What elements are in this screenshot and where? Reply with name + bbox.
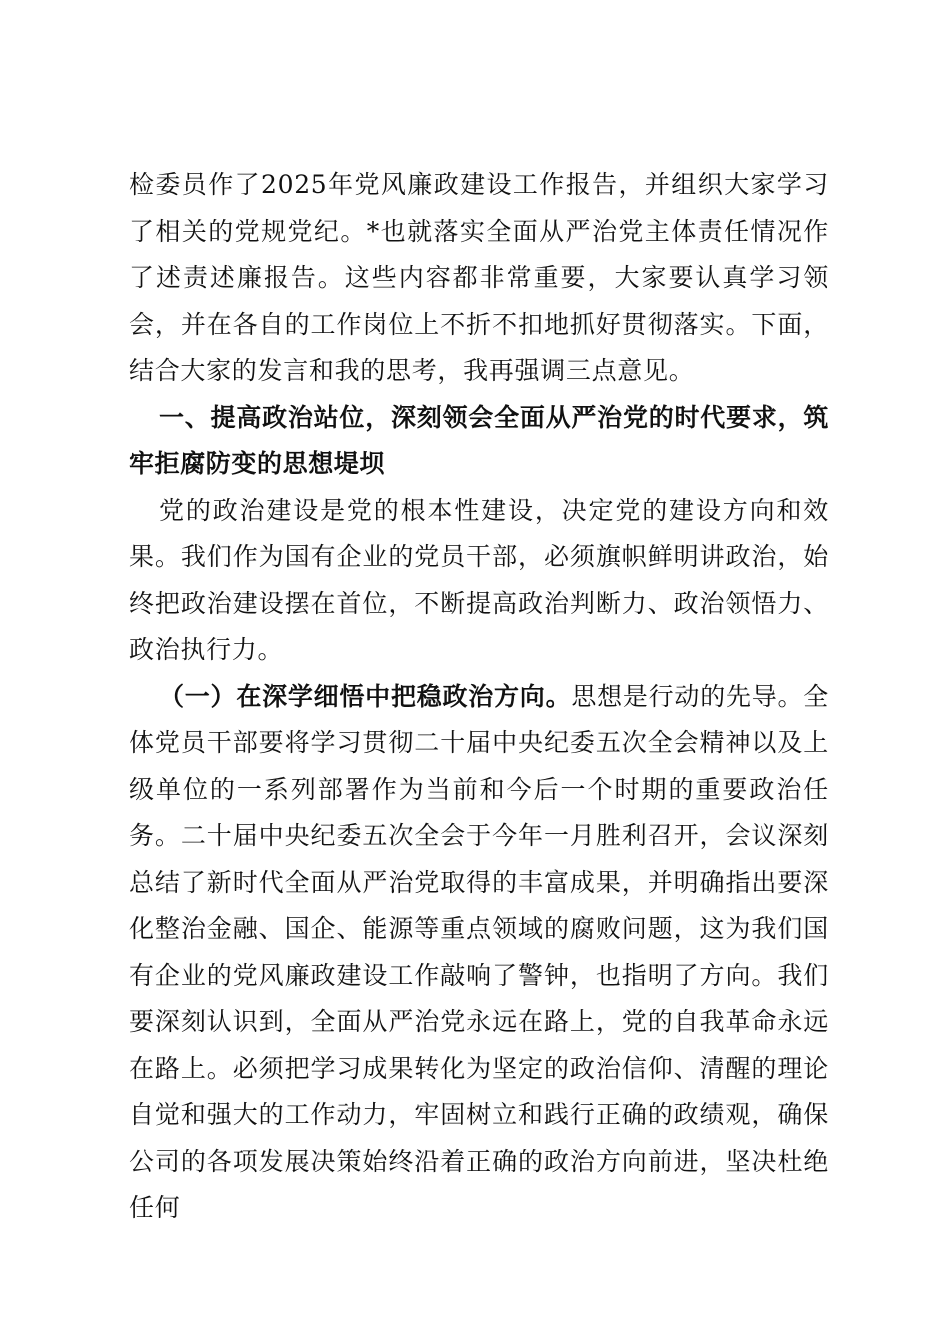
paragraph-intro: 检委员作了2025年党风廉政建设工作报告，并组织大家学习了相关的党规党纪。*也就落实全面从严治党主体责任情况作了述责述廉报告。这些内容都非常重要，大家要认真学习领会，并在各自的工作岗位上不折不扣地抓好贯彻落实。下面，结合大家的发言和我的思考，我再强调三点意见。 [129, 170, 829, 385]
subsection-1-body: 思想是行动的先导。全体党员干部要将学习贯彻二十届中央纪委五次全会精神以及上级单位的一系列部署作为当前和今后一个时期的重要政治任务。二十届中央纪委五次全会于今年一月胜利召开，会议深刻总结了新时代全面从严治党取得的丰富成果，并明确指出要深化整治金融、国企、能源等重点领域的腐败问题，这为我们国有企业的党风廉政建设工作敲响了警钟，也指明了方向。我们要深刻认识到，全面从严治党永远在路上，党的自我革命永远在路上。必须把学习成果转化为坚定的政治信仰、清醒的理论自觉和强大的工作动力，牢固树立和践行正确的政绩观，确保公司的各项发展决策始终沿着正确的政治方向前进，坚决杜绝任何 [129, 681, 829, 1222]
subsection-1-paragraph [129, 674, 829, 1232]
section-heading-1: 一、提高政治站位，深刻领会全面从严治党的时代要求，筑牢拒腐防变的思想堤坝 [129, 402, 829, 478]
document-body [129, 162, 829, 1232]
paragraph-political-building: 党的政治建设是党的根本性建设，决定党的建设方向和效果。我们作为国有企业的党员干部，必须旗帜鲜明讲政治，始终把政治建设摆在首位，不断提高政治判断力、政治领悟力、政治执行力。 [129, 495, 829, 664]
subsection-1-lead: （一）在深学细悟中把稳政治方向。 [159, 681, 572, 711]
